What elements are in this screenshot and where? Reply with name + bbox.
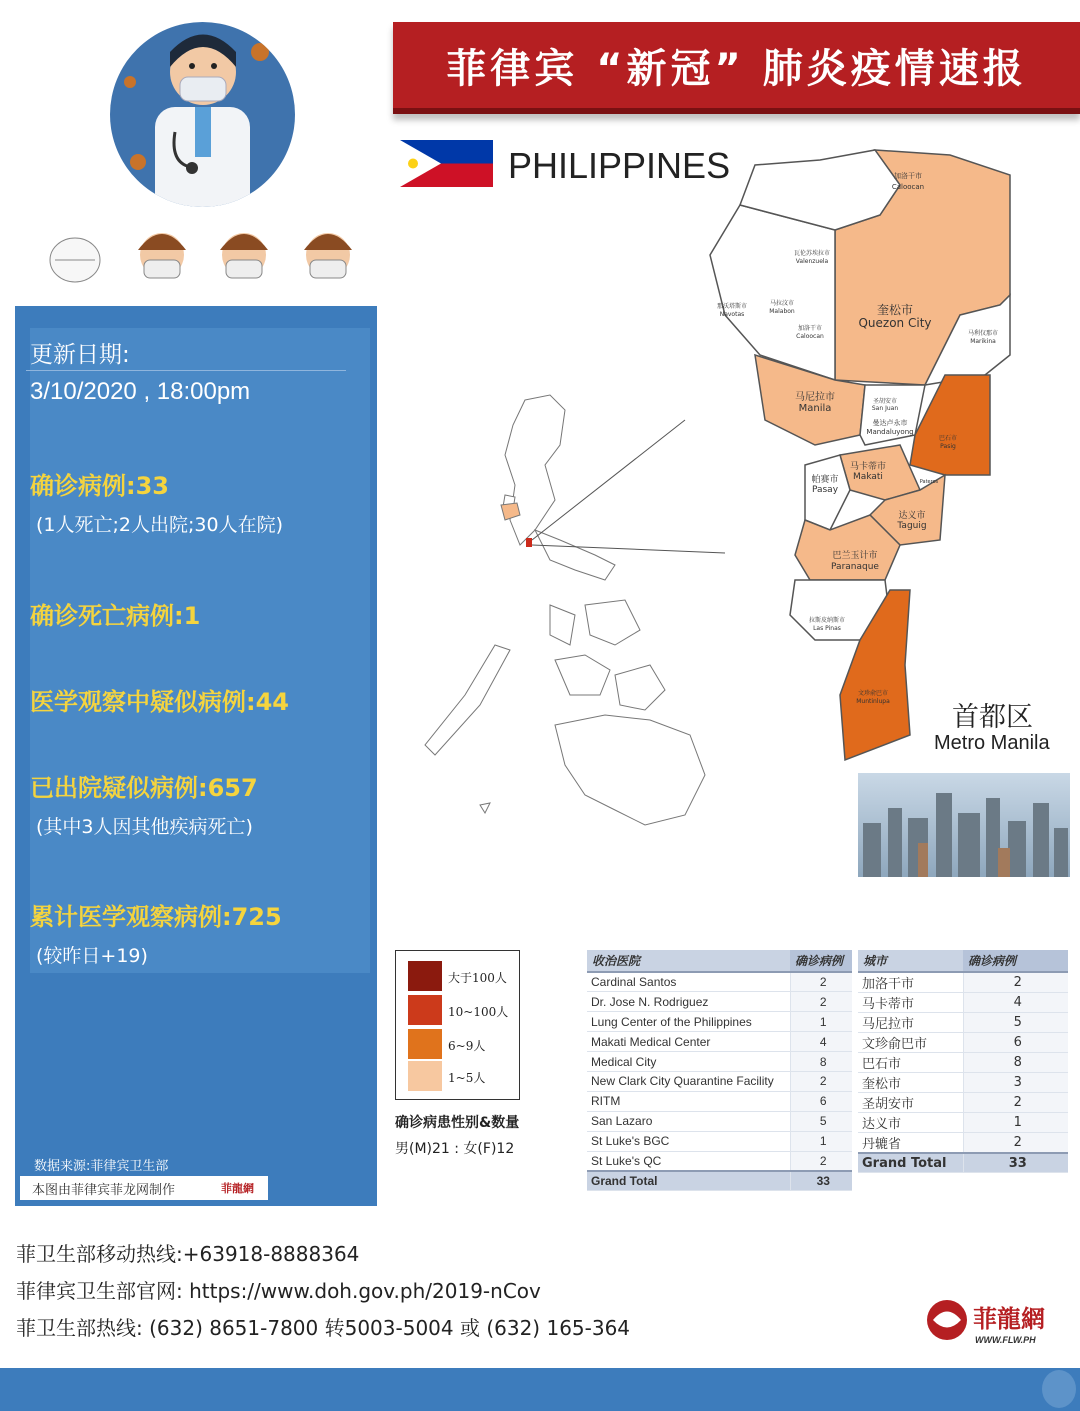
metro-manila-subtitle: Metro Manila bbox=[934, 732, 1050, 754]
total-count: 33 bbox=[963, 1153, 1068, 1173]
city-name: 奎松市 bbox=[858, 1073, 963, 1093]
city-name: 达义市 bbox=[858, 1113, 963, 1133]
svg-text:瓦伦苏埃拉市: 瓦伦苏埃拉市 bbox=[793, 250, 831, 257]
svg-text:Las Pinas: Las Pinas bbox=[813, 625, 841, 632]
svg-text:Caloocan: Caloocan bbox=[891, 183, 925, 191]
flw-logo-icon bbox=[925, 1295, 1060, 1350]
svg-text:Taguig: Taguig bbox=[897, 521, 927, 531]
case-count: 4 bbox=[790, 1032, 852, 1052]
made-by-text: 本图由菲律宾菲龙网制作 bbox=[32, 1183, 176, 1198]
city-name: 文珍俞巴市 bbox=[858, 1033, 963, 1053]
table-row bbox=[587, 1091, 852, 1111]
column-header: 确诊病例 bbox=[790, 950, 852, 972]
metro-manila-map-icon bbox=[700, 145, 1070, 770]
metro-manila-title: 首都区 bbox=[952, 702, 1033, 733]
table-header-row bbox=[587, 950, 852, 972]
table-row bbox=[587, 1032, 852, 1052]
philippines-map-icon bbox=[385, 315, 730, 895]
svg-text:加洛干市: 加洛干市 bbox=[894, 172, 922, 180]
confirmed-cases: 确诊病例:33 bbox=[30, 472, 169, 500]
confirmed-deaths: 确诊死亡病例:1 bbox=[30, 602, 201, 630]
discharged-suspected: 已出院疑似病例:657 bbox=[30, 774, 258, 802]
logo-text: 菲龍網 bbox=[973, 1304, 1045, 1333]
table-row bbox=[858, 1093, 1068, 1113]
total-label: Grand Total bbox=[858, 1153, 963, 1173]
case-count: 2 bbox=[790, 1071, 852, 1091]
case-count: 8 bbox=[963, 1053, 1068, 1073]
svg-text:Pasay: Pasay bbox=[811, 485, 839, 495]
table-row bbox=[858, 993, 1068, 1013]
svg-text:Pateros: Pateros bbox=[919, 479, 939, 485]
discharged-detail: (其中3人因其他疾病死亡) bbox=[36, 816, 253, 838]
table-header-row bbox=[858, 950, 1068, 972]
update-label: 更新日期: bbox=[30, 342, 130, 368]
table-row bbox=[858, 1113, 1068, 1133]
table-total-row bbox=[587, 1171, 852, 1191]
svg-text:巴兰玉计市: 巴兰玉计市 bbox=[832, 551, 878, 561]
suspected-cases: 医学观察中疑似病例:44 bbox=[30, 688, 289, 716]
table-row bbox=[587, 1071, 852, 1091]
case-count: 1 bbox=[963, 1113, 1068, 1133]
total-count: 33 bbox=[790, 1171, 852, 1191]
table-row bbox=[587, 1111, 852, 1131]
legend-swatch bbox=[408, 1029, 442, 1059]
hospital-name: Lung Center of the Philippines bbox=[587, 1012, 790, 1032]
svg-text:达义市: 达义市 bbox=[898, 511, 926, 521]
legend-item bbox=[408, 995, 518, 1025]
city-name: 巴石市 bbox=[858, 1053, 963, 1073]
city-skyline-photo-icon bbox=[858, 773, 1070, 877]
case-count: 2 bbox=[790, 972, 852, 992]
mask-steps-icon bbox=[40, 220, 370, 300]
case-count: 2 bbox=[963, 1133, 1068, 1154]
table-row bbox=[858, 1013, 1068, 1033]
hospital-name: RITM bbox=[587, 1091, 790, 1111]
case-count: 8 bbox=[790, 1052, 852, 1072]
svg-text:巴石市: 巴石市 bbox=[938, 435, 958, 442]
svg-text:Caloocan: Caloocan bbox=[796, 333, 824, 340]
svg-text:Marikina: Marikina bbox=[970, 338, 996, 345]
gender-value: 男(M)21 : 女(F)12 bbox=[395, 1141, 515, 1157]
svg-text:马利仅那市: 马利仅那市 bbox=[967, 330, 999, 337]
hospital-name: San Lazaro bbox=[587, 1111, 790, 1131]
svg-text:圣胡安市: 圣胡安市 bbox=[872, 398, 898, 405]
case-count: 2 bbox=[790, 1151, 852, 1171]
map-legend bbox=[395, 950, 520, 1100]
case-count: 6 bbox=[790, 1091, 852, 1111]
stats-panel bbox=[15, 306, 377, 1206]
city-name: 马卡蒂市 bbox=[858, 993, 963, 1013]
bottom-bar bbox=[0, 1368, 1080, 1411]
made-by-label bbox=[20, 1176, 268, 1200]
svg-text:帕赛市: 帕赛市 bbox=[811, 475, 839, 485]
svg-text:马尼拉市: 马尼拉市 bbox=[795, 392, 835, 403]
city-name: 圣胡安市 bbox=[858, 1093, 963, 1113]
svg-text:Manila: Manila bbox=[798, 403, 832, 414]
svg-text:拉斯皮纳斯市: 拉斯皮纳斯市 bbox=[808, 617, 846, 624]
title-banner bbox=[393, 22, 1080, 114]
legend-swatch bbox=[408, 995, 442, 1025]
cumulative-observation: 累计医学观察病例:725 bbox=[30, 903, 282, 931]
svg-text:San Juan: San Juan bbox=[871, 405, 899, 412]
page-title: 菲律宾 “新冠” 肺炎疫情速报 bbox=[446, 45, 1027, 92]
update-date: 3/10/2020 , 18:00pm bbox=[30, 378, 251, 405]
case-count: 1 bbox=[790, 1012, 852, 1032]
table-row bbox=[587, 1012, 852, 1032]
case-count: 3 bbox=[963, 1073, 1068, 1093]
hospital-name: Cardinal Santos bbox=[587, 972, 790, 992]
legend-swatch bbox=[408, 961, 442, 991]
table-row bbox=[587, 992, 852, 1012]
svg-text:Makati: Makati bbox=[853, 472, 883, 482]
svg-text:Muntinlupa: Muntinlupa bbox=[856, 698, 890, 705]
hospital-table bbox=[587, 950, 852, 1191]
table-row bbox=[587, 972, 852, 992]
column-header: 收治医院 bbox=[587, 950, 790, 972]
legend-label: 6~9人 bbox=[448, 1039, 486, 1053]
hospital-name: Makati Medical Center bbox=[587, 1032, 790, 1052]
official-website: 菲律宾卫生部官网: https://www.doh.gov.ph/2019-nCov bbox=[16, 1279, 541, 1303]
svg-text:Mandaluyong: Mandaluyong bbox=[866, 428, 914, 436]
svg-text:加洛干市: 加洛干市 bbox=[797, 325, 823, 332]
case-count: 2 bbox=[963, 1093, 1068, 1113]
hospital-name: St Luke's BGC bbox=[587, 1131, 790, 1151]
mobile-hotline: 菲卫生部移动热线:+63918-8888364 bbox=[16, 1242, 360, 1266]
column-header: 城市 bbox=[858, 950, 963, 972]
svg-text:奎松市: 奎松市 bbox=[876, 303, 914, 317]
hotline: 菲卫生部热线: (632) 8651-7800 转5003-5004 或 (632) 165-364 bbox=[16, 1316, 631, 1340]
legend-item bbox=[408, 1061, 518, 1091]
mini-logo: 菲龍網 bbox=[221, 1182, 254, 1195]
hospital-name: Dr. Jose N. Rodriguez bbox=[587, 992, 790, 1012]
svg-text:Valenzuela: Valenzuela bbox=[795, 258, 829, 265]
legend-swatch bbox=[408, 1061, 442, 1091]
case-count: 2 bbox=[963, 972, 1068, 993]
table-row bbox=[858, 972, 1068, 993]
svg-text:文珍俞巴市: 文珍俞巴市 bbox=[857, 690, 889, 697]
country-name: PHILIPPINES bbox=[508, 145, 731, 186]
city-table bbox=[858, 950, 1068, 1173]
svg-text:马卡蒂市: 马卡蒂市 bbox=[849, 462, 887, 472]
case-count: 5 bbox=[963, 1013, 1068, 1033]
table-row bbox=[587, 1052, 852, 1072]
column-header: 确诊病例 bbox=[963, 950, 1068, 972]
svg-text:曼达卢永市: 曼达卢永市 bbox=[872, 419, 908, 427]
svg-text:Quezon City: Quezon City bbox=[858, 316, 932, 330]
corner-logo-icon bbox=[1042, 1370, 1076, 1408]
total-label: Grand Total bbox=[587, 1171, 790, 1191]
city-name: 加洛干市 bbox=[858, 972, 963, 993]
city-name: 马尼拉市 bbox=[858, 1013, 963, 1033]
hospital-name: New Clark City Quarantine Facility bbox=[587, 1071, 790, 1091]
case-count: 5 bbox=[790, 1111, 852, 1131]
gender-title: 确诊病患性别&数量 bbox=[395, 1115, 520, 1131]
table-row bbox=[858, 1133, 1068, 1154]
hospital-name: Medical City bbox=[587, 1052, 790, 1072]
confirmed-detail: (1人死亡;2人出院;30人在院) bbox=[36, 514, 283, 536]
table-row bbox=[858, 1053, 1068, 1073]
svg-text:Pasig: Pasig bbox=[940, 443, 956, 450]
stats-panel-inner bbox=[30, 328, 370, 973]
table-row bbox=[587, 1131, 852, 1151]
hospital-name: St Luke's QC bbox=[587, 1151, 790, 1171]
svg-text:Navotas: Navotas bbox=[719, 311, 745, 318]
case-count: 4 bbox=[963, 993, 1068, 1013]
legend-label: 大于100人 bbox=[448, 971, 507, 985]
svg-text:Paranaque: Paranaque bbox=[831, 562, 879, 572]
table-total-row bbox=[858, 1153, 1068, 1173]
svg-text:Malabon: Malabon bbox=[769, 308, 795, 315]
doctor-illustration-icon bbox=[110, 22, 295, 207]
table-row bbox=[587, 1151, 852, 1171]
city-name: 丹辘省 bbox=[858, 1133, 963, 1154]
legend-item bbox=[408, 961, 518, 991]
legend-label: 1~5人 bbox=[448, 1071, 486, 1085]
case-count: 2 bbox=[790, 992, 852, 1012]
data-source: 数据来源:菲律宾卫生部 bbox=[34, 1159, 169, 1174]
cumulative-detail: (较昨日+19) bbox=[36, 945, 148, 967]
case-count: 1 bbox=[790, 1131, 852, 1151]
legend-label: 10~100人 bbox=[448, 1005, 509, 1019]
table-row bbox=[858, 1073, 1068, 1093]
legend-item bbox=[408, 1029, 518, 1059]
case-count: 6 bbox=[963, 1033, 1068, 1053]
table-row bbox=[858, 1033, 1068, 1053]
svg-text:马拉汶市: 马拉汶市 bbox=[769, 300, 795, 307]
philippines-flag-icon bbox=[400, 140, 493, 187]
svg-text:那沃塔斯市: 那沃塔斯市 bbox=[716, 303, 748, 310]
logo-url: WWW.FLW.PH bbox=[975, 1335, 1036, 1345]
divider bbox=[26, 370, 346, 371]
